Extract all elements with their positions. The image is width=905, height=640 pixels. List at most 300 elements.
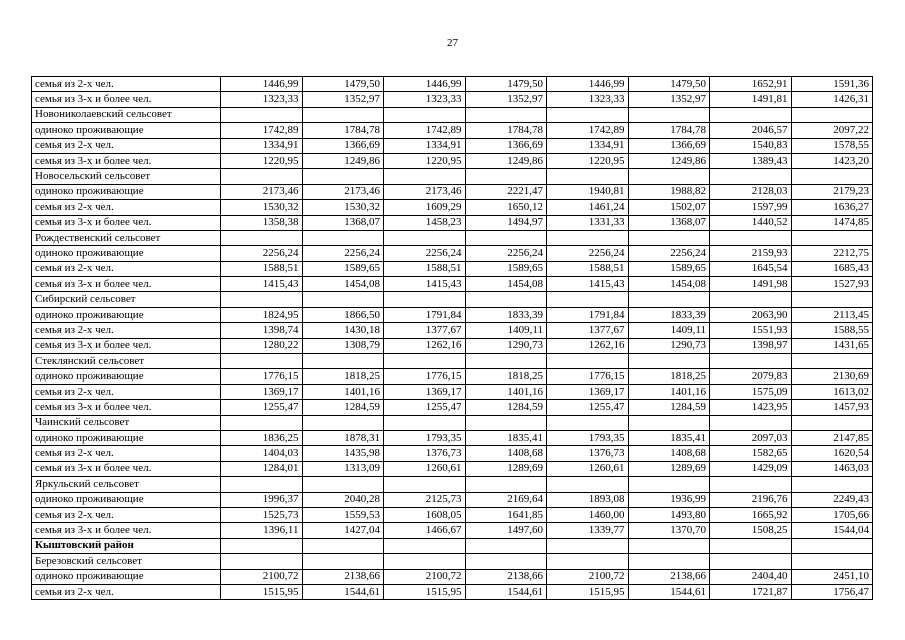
value-cell: 1415,43 (547, 277, 629, 292)
table-row (32, 400, 873, 415)
value-cell (628, 354, 710, 369)
value-cell: 1793,35 (547, 430, 629, 445)
value-cell: 2138,66 (302, 569, 384, 584)
section-header-row (32, 292, 873, 307)
value-cell: 1824,95 (221, 307, 303, 322)
value-cell: 1742,89 (221, 123, 303, 138)
value-cell (628, 538, 710, 553)
value-cell: 1791,84 (384, 307, 466, 322)
row-label: семья из 2-х чел. (32, 200, 221, 215)
value-cell (302, 354, 384, 369)
value-cell: 2404,40 (710, 569, 792, 584)
value-cell: 1260,61 (547, 461, 629, 476)
value-cell: 1415,43 (384, 277, 466, 292)
value-cell: 2100,72 (384, 569, 466, 584)
value-cell: 1323,33 (221, 92, 303, 107)
value-cell: 1597,99 (710, 200, 792, 215)
section-title: Стеклянский сельсовет (32, 354, 221, 369)
value-cell: 1284,01 (221, 461, 303, 476)
value-cell: 1515,95 (384, 584, 466, 599)
value-cell (302, 415, 384, 430)
value-cell: 1878,31 (302, 430, 384, 445)
value-cell: 1721,87 (710, 584, 792, 599)
value-cell (302, 554, 384, 569)
value-cell: 1435,98 (302, 446, 384, 461)
row-label: семья из 3-х и более чел. (32, 400, 221, 415)
value-cell: 1377,67 (384, 323, 466, 338)
value-cell: 1742,89 (547, 123, 629, 138)
value-cell: 1368,07 (628, 215, 710, 230)
value-cell: 1463,03 (791, 461, 873, 476)
value-cell: 1284,59 (302, 400, 384, 415)
row-label: одиноко проживающие (32, 246, 221, 261)
value-cell (384, 554, 466, 569)
value-cell: 1409,11 (628, 323, 710, 338)
row-label: семья из 2-х чел. (32, 384, 221, 399)
value-cell: 1440,52 (710, 215, 792, 230)
value-cell: 2138,66 (465, 569, 547, 584)
table-row (32, 338, 873, 353)
value-cell: 1515,95 (547, 584, 629, 599)
value-cell (628, 230, 710, 245)
section-header-row (32, 415, 873, 430)
value-cell (221, 415, 303, 430)
value-cell: 1608,05 (384, 507, 466, 522)
value-cell (547, 415, 629, 430)
table-row (32, 507, 873, 522)
value-cell: 1502,07 (628, 200, 710, 215)
value-cell: 1525,73 (221, 507, 303, 522)
value-cell: 1791,84 (547, 307, 629, 322)
table-row (32, 446, 873, 461)
value-cell: 2097,22 (791, 123, 873, 138)
value-cell: 1289,69 (465, 461, 547, 476)
value-cell: 1530,32 (221, 200, 303, 215)
value-cell: 1544,04 (791, 523, 873, 538)
value-cell: 1368,07 (302, 215, 384, 230)
value-cell: 2256,24 (384, 246, 466, 261)
value-cell: 2046,57 (710, 123, 792, 138)
value-cell: 2221,47 (465, 184, 547, 199)
value-cell: 1446,99 (221, 77, 303, 92)
value-cell: 1835,41 (628, 430, 710, 445)
value-cell (791, 415, 873, 430)
value-cell: 1460,00 (547, 507, 629, 522)
table-row (32, 584, 873, 599)
value-cell: 1497,60 (465, 523, 547, 538)
value-cell: 2196,76 (710, 492, 792, 507)
row-label: одиноко проживающие (32, 430, 221, 445)
value-cell (465, 230, 547, 245)
value-cell: 1705,66 (791, 507, 873, 522)
section-title: Чаинский сельсовет (32, 415, 221, 430)
value-cell: 1431,65 (791, 338, 873, 353)
row-label: семья из 3-х и более чел. (32, 153, 221, 168)
value-cell: 2256,24 (465, 246, 547, 261)
value-cell (384, 292, 466, 307)
section-title: Рождественский сельсовет (32, 230, 221, 245)
table-row (32, 153, 873, 168)
table-row (32, 369, 873, 384)
row-label: одиноко проживающие (32, 123, 221, 138)
table-row (32, 92, 873, 107)
value-cell (791, 292, 873, 307)
value-cell: 1578,55 (791, 138, 873, 153)
value-cell: 1376,73 (547, 446, 629, 461)
value-cell: 1331,33 (547, 215, 629, 230)
value-cell (710, 538, 792, 553)
value-cell: 1588,51 (384, 261, 466, 276)
value-cell: 1396,11 (221, 523, 303, 538)
value-cell: 1404,03 (221, 446, 303, 461)
value-cell: 1833,39 (465, 307, 547, 322)
value-cell: 1255,47 (547, 400, 629, 415)
value-cell: 1369,17 (547, 384, 629, 399)
value-cell: 1290,73 (465, 338, 547, 353)
value-cell: 2125,73 (384, 492, 466, 507)
value-cell (547, 169, 629, 184)
value-cell: 1415,43 (221, 277, 303, 292)
value-cell: 1588,51 (547, 261, 629, 276)
value-cell (384, 354, 466, 369)
value-cell: 2147,85 (791, 430, 873, 445)
value-cell: 1527,93 (791, 277, 873, 292)
value-cell: 1352,97 (628, 92, 710, 107)
value-cell: 1262,16 (547, 338, 629, 353)
value-cell: 1776,15 (384, 369, 466, 384)
value-cell: 1358,38 (221, 215, 303, 230)
value-cell (628, 169, 710, 184)
value-cell: 1454,08 (628, 277, 710, 292)
value-cell: 1575,09 (710, 384, 792, 399)
value-cell (791, 230, 873, 245)
value-cell (547, 554, 629, 569)
value-cell: 2249,43 (791, 492, 873, 507)
value-cell: 1685,43 (791, 261, 873, 276)
value-cell: 2040,28 (302, 492, 384, 507)
table-row (32, 523, 873, 538)
value-cell: 2063,90 (710, 307, 792, 322)
value-cell: 1262,16 (384, 338, 466, 353)
value-cell (628, 292, 710, 307)
section-header-row (32, 477, 873, 492)
section-header-row (32, 230, 873, 245)
section-title: Яркульский сельсовет (32, 477, 221, 492)
value-cell (302, 230, 384, 245)
value-cell (221, 354, 303, 369)
value-cell (710, 292, 792, 307)
section-title: Новосельский сельсовет (32, 169, 221, 184)
value-cell: 1544,61 (465, 584, 547, 599)
value-cell (791, 477, 873, 492)
value-cell: 1866,50 (302, 307, 384, 322)
value-cell: 1454,08 (465, 277, 547, 292)
value-cell: 1255,47 (221, 400, 303, 415)
value-cell: 1588,51 (221, 261, 303, 276)
value-cell: 1589,65 (465, 261, 547, 276)
tariff-table (31, 76, 873, 600)
value-cell: 1530,32 (302, 200, 384, 215)
value-cell: 1323,33 (547, 92, 629, 107)
value-cell: 1818,25 (628, 369, 710, 384)
value-cell (710, 554, 792, 569)
value-cell: 1220,95 (547, 153, 629, 168)
value-cell (465, 354, 547, 369)
value-cell: 1426,31 (791, 92, 873, 107)
value-cell: 1377,67 (547, 323, 629, 338)
value-cell (791, 107, 873, 122)
value-cell (547, 292, 629, 307)
value-cell: 1544,61 (628, 584, 710, 599)
value-cell (384, 477, 466, 492)
row-label: семья из 2-х чел. (32, 323, 221, 338)
value-cell: 1836,25 (221, 430, 303, 445)
table-row (32, 277, 873, 292)
value-cell: 1833,39 (628, 307, 710, 322)
value-cell: 1508,25 (710, 523, 792, 538)
table-row (32, 246, 873, 261)
value-cell: 1835,41 (465, 430, 547, 445)
value-cell: 1249,86 (302, 153, 384, 168)
table-row (32, 492, 873, 507)
value-cell: 1479,50 (465, 77, 547, 92)
value-cell: 1290,73 (628, 338, 710, 353)
value-cell: 1366,69 (628, 138, 710, 153)
value-cell (710, 415, 792, 430)
value-cell: 1652,91 (710, 77, 792, 92)
table-row (32, 200, 873, 215)
value-cell: 2212,75 (791, 246, 873, 261)
value-cell: 1423,20 (791, 153, 873, 168)
row-label: семья из 2-х чел. (32, 261, 221, 276)
row-label: одиноко проживающие (32, 492, 221, 507)
value-cell: 1401,16 (628, 384, 710, 399)
value-cell: 1479,50 (302, 77, 384, 92)
table-row (32, 215, 873, 230)
value-cell: 1369,17 (384, 384, 466, 399)
row-label: семья из 2-х чел. (32, 507, 221, 522)
row-label: семья из 3-х и более чел. (32, 523, 221, 538)
value-cell: 2173,46 (302, 184, 384, 199)
value-cell (791, 354, 873, 369)
page-number: 27 (447, 37, 458, 49)
value-cell (465, 292, 547, 307)
section-header-row (32, 354, 873, 369)
value-cell: 1366,69 (465, 138, 547, 153)
value-cell: 1589,65 (302, 261, 384, 276)
value-cell (547, 538, 629, 553)
value-cell: 1784,78 (465, 123, 547, 138)
district-title: Кыштовский район (32, 538, 221, 553)
section-title: Новониколаевский сельсовет (32, 107, 221, 122)
value-cell (384, 415, 466, 430)
table-row (32, 430, 873, 445)
value-cell (302, 477, 384, 492)
value-cell: 1376,73 (384, 446, 466, 461)
value-cell: 2128,03 (710, 184, 792, 199)
value-cell: 1609,29 (384, 200, 466, 215)
value-cell: 2173,46 (221, 184, 303, 199)
value-cell (628, 107, 710, 122)
value-cell: 1589,65 (628, 261, 710, 276)
value-cell: 1474,85 (791, 215, 873, 230)
section-header-row (32, 107, 873, 122)
value-cell: 1398,97 (710, 338, 792, 353)
value-cell: 1620,54 (791, 446, 873, 461)
table-row (32, 307, 873, 322)
value-cell: 1454,08 (302, 277, 384, 292)
value-cell: 1334,91 (221, 138, 303, 153)
value-cell (384, 230, 466, 245)
value-cell: 1551,93 (710, 323, 792, 338)
value-cell (628, 415, 710, 430)
value-cell: 1544,61 (302, 584, 384, 599)
value-cell: 1515,95 (221, 584, 303, 599)
value-cell: 1339,77 (547, 523, 629, 538)
row-label: одиноко проживающие (32, 569, 221, 584)
value-cell (710, 230, 792, 245)
table-body (32, 77, 873, 600)
value-cell: 1665,92 (710, 507, 792, 522)
value-cell: 1284,59 (465, 400, 547, 415)
row-label: семья из 2-х чел. (32, 446, 221, 461)
value-cell: 1756,47 (791, 584, 873, 599)
row-label: семья из 3-х и более чел. (32, 338, 221, 353)
value-cell (628, 554, 710, 569)
value-cell (791, 169, 873, 184)
value-cell: 1591,36 (791, 77, 873, 92)
section-title: Сибирский сельсовет (32, 292, 221, 307)
section-title: Березовский сельсовет (32, 554, 221, 569)
value-cell: 2159,93 (710, 246, 792, 261)
value-cell (547, 230, 629, 245)
value-cell: 1249,86 (465, 153, 547, 168)
row-label: семья из 2-х чел. (32, 584, 221, 599)
value-cell (221, 554, 303, 569)
value-cell: 1370,70 (628, 523, 710, 538)
value-cell: 1458,23 (384, 215, 466, 230)
row-label: семья из 3-х и более чел. (32, 461, 221, 476)
value-cell: 1893,08 (547, 492, 629, 507)
district-header-row (32, 538, 873, 553)
value-cell: 1427,04 (302, 523, 384, 538)
value-cell (384, 169, 466, 184)
value-cell: 1540,83 (710, 138, 792, 153)
value-cell: 1352,97 (465, 92, 547, 107)
value-cell (221, 230, 303, 245)
value-cell: 1491,81 (710, 92, 792, 107)
value-cell: 1280,22 (221, 338, 303, 353)
value-cell: 2113,45 (791, 307, 873, 322)
table-row (32, 138, 873, 153)
value-cell (221, 477, 303, 492)
value-cell: 1366,69 (302, 138, 384, 153)
value-cell: 1408,68 (465, 446, 547, 461)
value-cell (628, 477, 710, 492)
value-cell (384, 538, 466, 553)
value-cell: 1776,15 (221, 369, 303, 384)
value-cell: 1494,97 (465, 215, 547, 230)
table-row (32, 569, 873, 584)
value-cell: 1491,98 (710, 277, 792, 292)
value-cell: 1645,54 (710, 261, 792, 276)
value-cell (547, 107, 629, 122)
value-cell: 2179,23 (791, 184, 873, 199)
value-cell (791, 554, 873, 569)
value-cell: 2256,24 (302, 246, 384, 261)
value-cell: 1988,82 (628, 184, 710, 199)
value-cell: 1334,91 (384, 138, 466, 153)
table-row (32, 384, 873, 399)
value-cell: 1457,93 (791, 400, 873, 415)
value-cell (710, 477, 792, 492)
value-cell (302, 169, 384, 184)
value-cell: 1401,16 (465, 384, 547, 399)
value-cell: 1776,15 (547, 369, 629, 384)
value-cell: 1352,97 (302, 92, 384, 107)
value-cell: 2256,24 (221, 246, 303, 261)
value-cell: 1650,12 (465, 200, 547, 215)
value-cell: 1493,80 (628, 507, 710, 522)
value-cell: 2079,83 (710, 369, 792, 384)
value-cell: 2173,46 (384, 184, 466, 199)
value-cell: 1940,81 (547, 184, 629, 199)
value-cell (221, 292, 303, 307)
row-label: одиноко проживающие (32, 184, 221, 199)
table-row (32, 123, 873, 138)
value-cell: 1784,78 (302, 123, 384, 138)
value-cell: 1818,25 (465, 369, 547, 384)
row-label: одиноко проживающие (32, 307, 221, 322)
row-label: семья из 2-х чел. (32, 138, 221, 153)
value-cell: 2169,64 (465, 492, 547, 507)
value-cell: 1289,69 (628, 461, 710, 476)
table-row (32, 184, 873, 199)
value-cell (465, 107, 547, 122)
value-cell (710, 354, 792, 369)
value-cell: 1784,78 (628, 123, 710, 138)
value-cell: 1220,95 (384, 153, 466, 168)
value-cell: 1323,33 (384, 92, 466, 107)
value-cell: 2100,72 (221, 569, 303, 584)
value-cell (302, 107, 384, 122)
table-row (32, 323, 873, 338)
row-label: семья из 3-х и более чел. (32, 215, 221, 230)
value-cell: 1398,74 (221, 323, 303, 338)
value-cell: 1429,09 (710, 461, 792, 476)
value-cell: 1479,50 (628, 77, 710, 92)
value-cell: 1220,95 (221, 153, 303, 168)
value-cell: 1461,24 (547, 200, 629, 215)
value-cell (221, 169, 303, 184)
value-cell: 2130,69 (791, 369, 873, 384)
table-row (32, 461, 873, 476)
value-cell: 1408,68 (628, 446, 710, 461)
table-row (32, 77, 873, 92)
value-cell: 1423,95 (710, 400, 792, 415)
value-cell (465, 415, 547, 430)
value-cell: 1936,99 (628, 492, 710, 507)
value-cell: 1446,99 (384, 77, 466, 92)
value-cell: 1401,16 (302, 384, 384, 399)
value-cell (221, 107, 303, 122)
row-label: одиноко проживающие (32, 369, 221, 384)
value-cell (465, 554, 547, 569)
value-cell: 1996,37 (221, 492, 303, 507)
value-cell: 1742,89 (384, 123, 466, 138)
value-cell (384, 107, 466, 122)
value-cell (221, 538, 303, 553)
